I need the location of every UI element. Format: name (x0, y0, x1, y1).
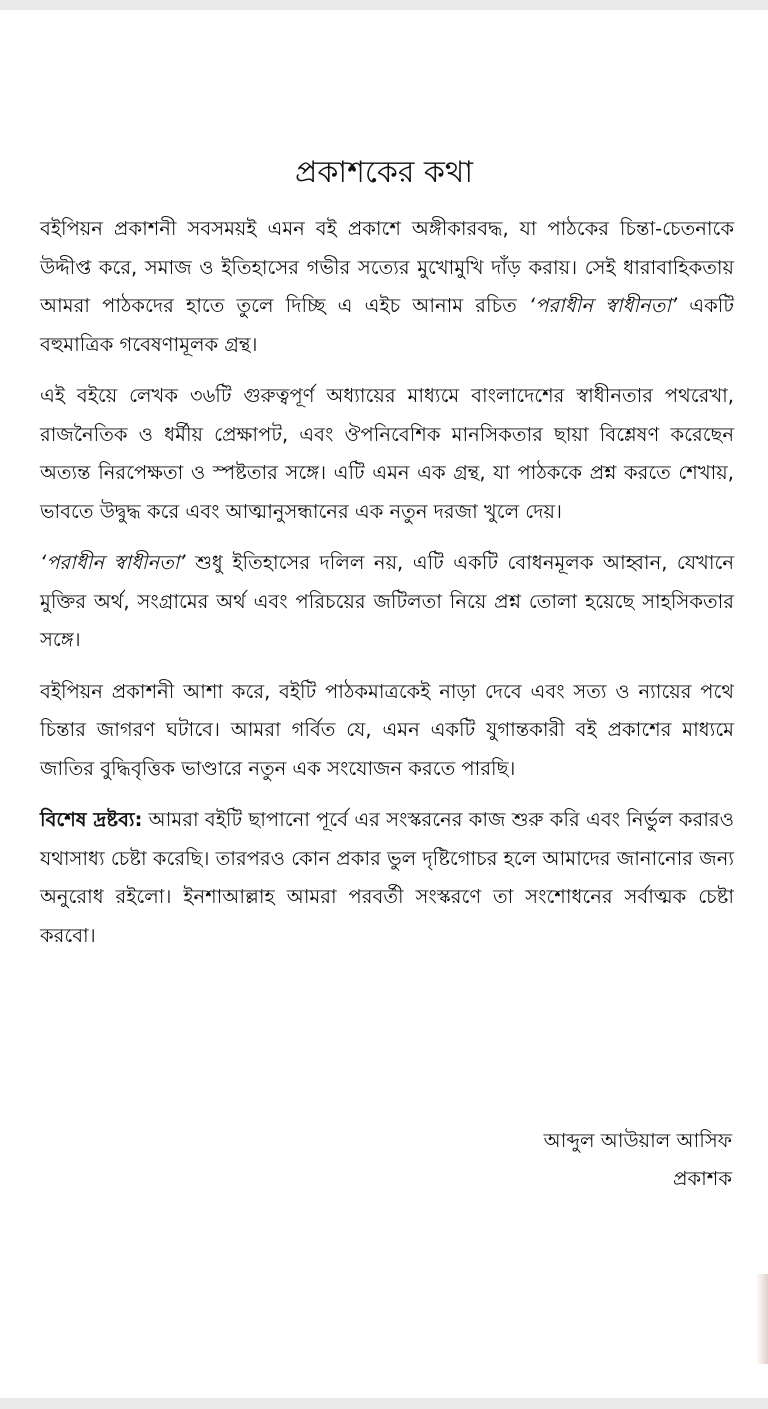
signature-block (544, 1122, 732, 1198)
paragraph-content: এই বইয়ে লেখক ৩৬টি গুরুত্বপূর্ণ অধ্যায়ের মাধ্যমে বাংলাদেশের স্বাধীনতার পথরেখা, রাজনৈতিক ও ধর্মীয় প্রেক্ষাপট, এবং ঔপনিবেশিক মানসিকতার ছায়া বিশ্লেষণ করেছেন অত্যন্ত নিরপেক্ষতা ও স্পষ্টতার সঙ্গে। এটি এমন এক গ্রন্থ, যা পাঠককে প্রশ্ন করতে শেখায়, ভাবতে উদ্বুদ্ধ করে এবং আত্মানুসন্ধানের এক নতুন দরজা খুলে দেয়। (40, 384, 734, 523)
publisher-role: প্রকাশক (672, 1167, 732, 1190)
paragraph-hope: বইপিয়ন প্রকাশনী আশা করে, বইটি পাঠকমাত্রকেই নাড়া দেবে এবং সত্য ও ন্যায়ের পথে চিন্তার জাগরণ ঘটাবে। আমরা গর্বিত যে, এমন একটি যুগান্তকারী বই প্রকাশের মাধ্যমে জাতির বুদ্ধিবৃত্তিক ভাণ্ডারে নতুন এক সংযোজন করতে পারছি। (40, 679, 734, 780)
paragraph-intro-end: একটি বহুমাত্রিক গবেষণামূলক গ্রন্থ। (40, 294, 734, 356)
paragraph-intro (40, 210, 734, 364)
paragraph-intro-text: বইপিয়ন প্রকাশনী সবসময়ই এমন বই প্রকাশে অঙ্গীকারবদ্ধ, যা পাঠকের চিন্তা-চেতনাকে উদ্দীপ্ত করে, সমাজ ও ইতিহাসের গভীর সত্যের মুখোমুখি দাঁড় করায়। সেই ধারাবাহিকতায় আমরা পাঠকদের হাতে তুলে দিচ্ছি এ এইচ আনাম রচিত (40, 217, 734, 317)
special-note-text: আমরা বইটি ছাপানো পূর্বে এর সংস্করনের কাজ শুরু করি এবং নির্ভুল করারও যথাসাধ্য চেষ্টা করেছি। তারপরও কোন প্রকার ভুল দৃষ্টিগোচর হলে আমাদের জানানোর জন্য অনুরোধ রইলো। ইনশাআল্লাহ আমরা পরবর্তী সংস্করণে তা সংশোধনের সর্বাত্মক চেষ্টা করবো। (40, 808, 734, 947)
paragraph-special-note (40, 801, 734, 955)
document-body (40, 210, 734, 968)
document-page (0, 10, 768, 1398)
paragraph-book-significance (40, 544, 734, 660)
special-note-label: বিশেষ দ্রষ্টব্য: (40, 808, 143, 831)
publisher-name: আব্দুল আউয়াল আসিফ (543, 1129, 732, 1152)
book-title-italic: ‘পরাধীন স্বাধীনতা’ (40, 551, 186, 574)
page-edge-smudge (756, 1274, 768, 1364)
paragraph-significance-text: শুধু ইতিহাসের দলিল নয়, এটি একটি বোধনমূলক আহ্বান, যেখানে মুক্তির অর্থ, সংগ্রামের অর্থ এবং পরিচয়ের জটিলতা নিয়ে প্রশ্ন তোলা হয়েছে সাহসিকতার সঙ্গে। (40, 551, 734, 651)
page-title: প্রকাশকের কথা (294, 155, 474, 190)
book-title-italic: ‘পরাধীন স্বাধীনতা’ (528, 294, 678, 317)
